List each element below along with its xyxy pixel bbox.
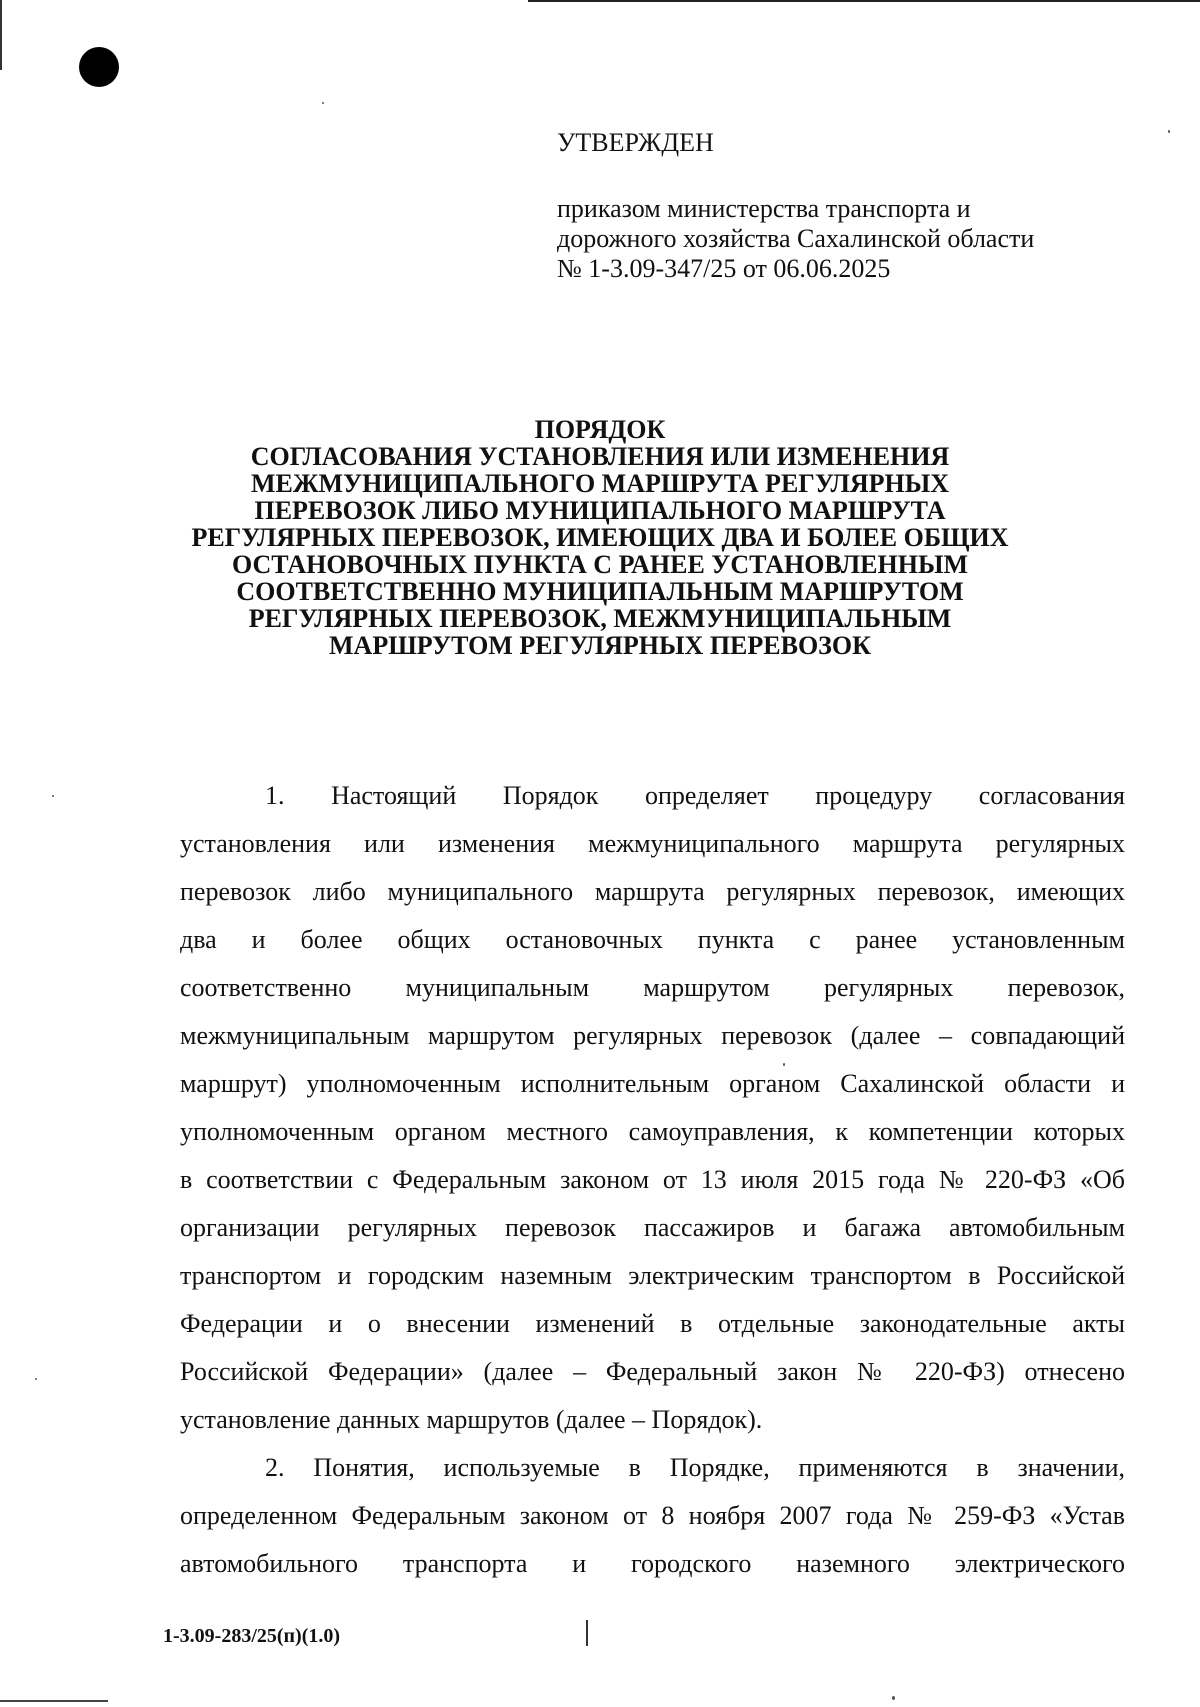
body-line-clause-1-start: 1. Настоящий Порядок определяет процедуру согласования <box>265 781 1125 810</box>
approval-line: дорожного хозяйства Сахалинской области <box>557 224 1035 253</box>
scan-speck <box>892 1696 895 1700</box>
body-line: транспортом и городским наземным электрическим транспортом в Российской <box>180 1261 1125 1290</box>
body-line: определенном Федеральным законом от 8 ноября 2007 года № 259-ФЗ «Устав <box>180 1501 1125 1530</box>
scan-speck <box>322 102 324 104</box>
body-line: в соответствии с Федеральным законом от 13 июля 2015 года № 220-ФЗ «Об <box>180 1165 1125 1194</box>
title-line: ПЕРЕВОЗОК ЛИБО МУНИЦИПАЛЬНОГО МАРШРУТА <box>254 496 946 525</box>
title-line: РЕГУЛЯРНЫХ ПЕРЕВОЗОК, ИМЕЮЩИХ ДВА И БОЛЕЕ ОБЩИХ <box>191 523 1009 552</box>
bottom-scan-edge <box>0 1700 108 1702</box>
document-title <box>160 416 1040 659</box>
footer-document-code: 1-3.09-283/25(п)(1.0) <box>163 1625 341 1647</box>
approval-line: № 1-3.09-347/25 от 06.06.2025 <box>557 254 891 283</box>
title-line: МАРШРУТОМ РЕГУЛЯРНЫХ ПЕРЕВОЗОК <box>329 631 871 660</box>
scan-speck <box>35 1378 37 1380</box>
footer-scan-mark <box>586 1620 588 1646</box>
body-line: межмуниципальным маршрутом регулярных перевозок (далее – совпадающий <box>180 1021 1125 1050</box>
body-line: соответственно муниципальным маршрутом регулярных перевозок, <box>180 973 1125 1002</box>
title-line: РЕГУЛЯРНЫХ ПЕРЕВОЗОК, МЕЖМУНИЦИПАЛЬНЫМ <box>248 604 952 633</box>
title-line: СООТВЕТСТВЕННО МУНИЦИПАЛЬНЫМ МАРШРУТОМ <box>236 577 964 606</box>
punch-hole <box>79 47 119 87</box>
title-line: МЕЖМУНИЦИПАЛЬНОГО МАРШРУТА РЕГУЛЯРНЫХ <box>250 469 950 498</box>
title-line: ОСТАНОВОЧНЫХ ПУНКТА С РАНЕЕ УСТАНОВЛЕННЫМ <box>231 550 969 579</box>
body-line: установления или изменения межмуниципального маршрута регулярных <box>180 829 1125 858</box>
top-scan-edge <box>528 0 1200 2</box>
left-scan-edge <box>0 0 2 70</box>
body-line: Федерации и о внесении изменений в отдельные законодательные акты <box>180 1309 1125 1338</box>
body-line: два и более общих остановочных пункта с ранее установленным <box>180 925 1125 954</box>
body-line: организации регулярных перевозок пассажиров и багажа автомобильным <box>180 1213 1125 1242</box>
body-line: Российской Федерации» (далее – Федеральный закон № 220-ФЗ) отнесено <box>180 1357 1125 1386</box>
body-line: установление данных маршрутов (далее – Порядок). <box>180 1405 763 1434</box>
body-line: маршрут) уполномоченным исполнительным органом Сахалинской области и <box>180 1069 1125 1098</box>
document-body <box>180 772 1125 1588</box>
body-line: уполномоченным органом местного самоуправления, к компетенции которых <box>180 1117 1125 1146</box>
scan-speck <box>52 795 54 797</box>
body-line: перевозок либо муниципального маршрута регулярных перевозок, имеющих <box>180 877 1125 906</box>
scan-speck <box>1168 130 1170 133</box>
approval-line: приказом министерства транспорта и <box>557 194 971 223</box>
title-line: ПОРЯДОК <box>534 415 666 444</box>
body-line-clause-2-start: 2. Понятия, используемые в Порядке, применяются в значении, <box>265 1453 1125 1482</box>
approval-stamp-block <box>557 128 1117 284</box>
title-line: СОГЛАСОВАНИЯ УСТАНОВЛЕНИЯ ИЛИ ИЗМЕНЕНИЯ <box>250 442 950 471</box>
approved-heading: УТВЕРЖДЕН <box>557 128 714 157</box>
body-line: автомобильного транспорта и городского наземного электрического <box>180 1549 1125 1578</box>
